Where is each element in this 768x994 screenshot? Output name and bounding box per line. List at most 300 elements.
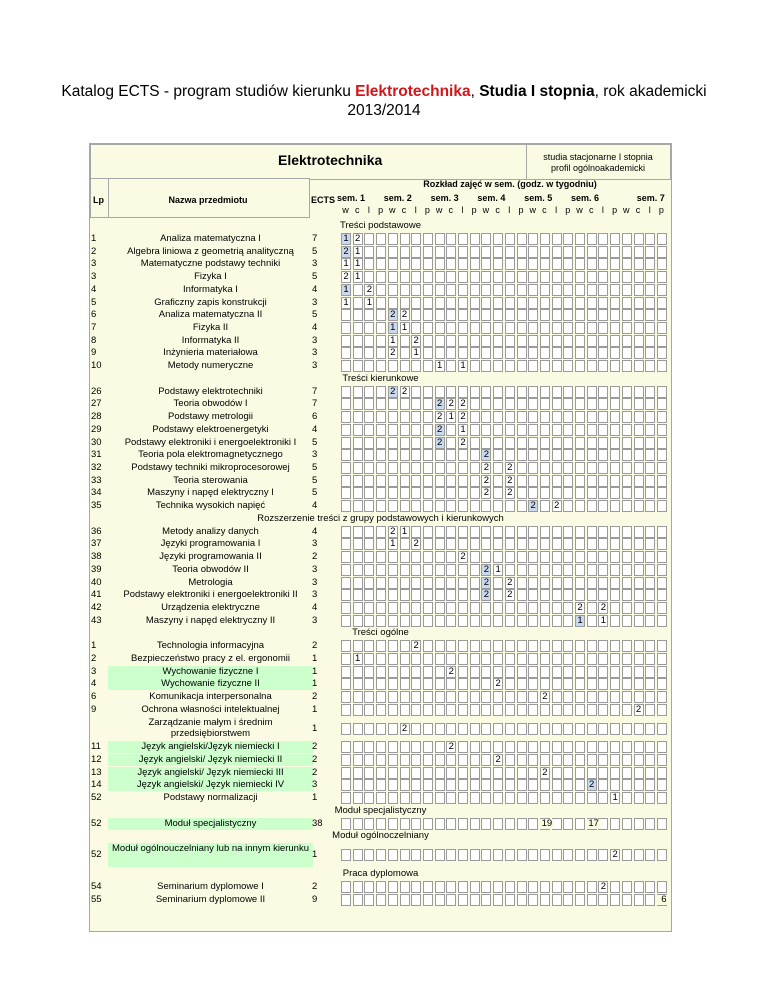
hour-cell <box>645 551 655 563</box>
hour-cell <box>400 615 410 627</box>
hour-cell <box>587 500 597 512</box>
hour-cell <box>470 741 480 753</box>
hour-cell <box>411 894 421 906</box>
hour-cell: 1 <box>364 297 374 309</box>
hour-cell <box>587 526 597 538</box>
hour-cell: 2 <box>575 602 585 614</box>
hour-cell <box>622 437 632 449</box>
hour-cell <box>423 779 433 791</box>
hour-cell <box>598 723 608 735</box>
hour-cell <box>388 818 398 830</box>
hour-cell <box>610 233 620 245</box>
hour-cell <box>528 398 538 410</box>
hour-cell <box>364 640 374 652</box>
hour-cell: 2 <box>388 386 398 398</box>
hour-cell <box>411 564 421 576</box>
hour-cell <box>517 526 527 538</box>
hour-cell <box>563 284 573 296</box>
ects-value: 5 <box>312 474 318 486</box>
hour-total: 17 <box>588 817 599 829</box>
hour-cell <box>435 386 445 398</box>
hour-cell <box>517 564 527 576</box>
hour-cell <box>470 398 480 410</box>
hour-cell <box>353 449 363 461</box>
hour-cell <box>610 309 620 321</box>
hour-cell <box>470 437 480 449</box>
hour-cell <box>645 386 655 398</box>
hour-cell <box>657 640 667 652</box>
hour-cell <box>505 246 515 258</box>
hour-cell <box>411 881 421 893</box>
hour-cell <box>563 666 573 678</box>
hour-cell <box>423 462 433 474</box>
row-number: 42 <box>91 601 102 613</box>
hour-cell <box>423 487 433 499</box>
subject-name: Maszyny i napęd elektryczny I <box>147 487 274 499</box>
hour-cell <box>634 449 644 461</box>
hour-cell <box>458 666 468 678</box>
hour-cell <box>411 615 421 627</box>
hour-cell <box>645 424 655 436</box>
row-number: 52 <box>91 817 102 829</box>
hour-cell <box>563 741 573 753</box>
study-profile: profil ogólnoakademicki <box>550 163 646 173</box>
hour-cell <box>587 487 597 499</box>
hour-cell <box>563 500 573 512</box>
hour-cell <box>411 704 421 716</box>
hour-cell: 2 <box>435 398 445 410</box>
hour-cell <box>353 849 363 861</box>
hour-cell <box>610 589 620 601</box>
hour-cell <box>388 437 398 449</box>
table-row <box>90 894 671 906</box>
ects-value: 5 <box>312 245 318 257</box>
hour-cell <box>481 691 491 703</box>
hour-cell <box>388 849 398 861</box>
row-number: 2 <box>91 245 97 257</box>
hour-cell <box>540 779 550 791</box>
hour-cell <box>341 411 351 423</box>
table-row <box>90 246 671 258</box>
hour-cell <box>353 704 363 716</box>
hour-cell <box>353 564 363 576</box>
class-type-9: c <box>448 205 454 215</box>
hour-cell <box>610 767 620 779</box>
hour-cell <box>540 284 550 296</box>
hour-cell <box>458 723 468 735</box>
hour-cell <box>470 818 480 830</box>
hour-cell <box>540 309 550 321</box>
hour-cell <box>528 723 538 735</box>
hour-cell <box>587 589 597 601</box>
hour-cell <box>458 577 468 589</box>
table-row <box>90 462 671 474</box>
hour-cell <box>435 849 445 861</box>
hour-cell <box>528 792 538 804</box>
hour-cell <box>598 741 608 753</box>
hour-cell <box>622 233 632 245</box>
hour-cell <box>657 564 667 576</box>
hour-cell <box>634 792 644 804</box>
hour-cell <box>517 589 527 601</box>
hour-cell <box>400 767 410 779</box>
hour-cell <box>388 577 398 589</box>
ects-value: 3 <box>312 614 318 626</box>
hour-cell <box>657 424 667 436</box>
class-type-0: w <box>342 205 349 215</box>
hour-cell <box>598 297 608 309</box>
subject-name: Podstawy elektroenergetyki <box>152 423 269 435</box>
hour-cell: 1 <box>400 322 410 334</box>
hour-cell <box>400 818 410 830</box>
hour-cell <box>622 347 632 359</box>
hour-cell <box>517 360 527 372</box>
hour-cell <box>528 881 538 893</box>
hour-cell <box>634 462 644 474</box>
hour-cell <box>528 691 538 703</box>
hour-cell: 1 <box>341 284 351 296</box>
hour-cell <box>376 602 386 614</box>
hour-cell <box>505 309 515 321</box>
hour-cell <box>657 602 667 614</box>
hour-cell <box>598 411 608 423</box>
hour-cell <box>575 767 585 779</box>
hour-cell: 1 <box>353 246 363 258</box>
hour-cell <box>645 449 655 461</box>
hour-cell <box>446 449 456 461</box>
hour-cell <box>400 475 410 487</box>
hour-cell <box>353 487 363 499</box>
hour-cell <box>364 754 374 766</box>
hour-cell <box>446 246 456 258</box>
hour-cell <box>563 779 573 791</box>
hour-cell <box>423 347 433 359</box>
hour-cell <box>598 398 608 410</box>
hour-cell <box>493 500 503 512</box>
hour-cell <box>657 779 667 791</box>
hour-cell: 2 <box>435 411 445 423</box>
hour-cell <box>540 437 550 449</box>
hour-cell <box>517 577 527 589</box>
hour-cell <box>446 284 456 296</box>
hour-cell <box>552 792 562 804</box>
hour-cell <box>411 678 421 690</box>
hour-cell <box>481 258 491 270</box>
hour-cell <box>610 602 620 614</box>
hour-cell <box>517 640 527 652</box>
hour-cell <box>388 246 398 258</box>
hour-cell <box>435 347 445 359</box>
hour-cell <box>364 475 374 487</box>
hour-cell <box>540 449 550 461</box>
hour-cell <box>364 538 374 550</box>
hour-cell <box>423 411 433 423</box>
hour-cell <box>563 849 573 861</box>
hour-cell <box>470 526 480 538</box>
hour-cell <box>505 526 515 538</box>
hour-cell <box>376 500 386 512</box>
hour-cell <box>435 640 445 652</box>
hour-cell <box>364 258 374 270</box>
hour-cell <box>598 526 608 538</box>
hour-cell <box>423 589 433 601</box>
hour-cell <box>598 767 608 779</box>
hour-cell <box>376 653 386 665</box>
hour-cell <box>528 551 538 563</box>
hour-cell <box>622 615 632 627</box>
hour-cell <box>552 723 562 735</box>
title-field: Elektrotechnika <box>355 83 471 100</box>
hour-cell <box>435 779 445 791</box>
hour-cell <box>400 754 410 766</box>
hour-cell <box>458 767 468 779</box>
hour-cell: 2 <box>528 500 538 512</box>
hour-cell <box>517 704 527 716</box>
hour-cell <box>423 271 433 283</box>
hour-cell <box>657 297 667 309</box>
hour-cell <box>575 233 585 245</box>
row-number: 26 <box>91 385 102 397</box>
hour-cell <box>458 258 468 270</box>
hour-cell: 1 <box>341 233 351 245</box>
hour-cell <box>517 437 527 449</box>
hour-cell <box>657 462 667 474</box>
hour-cell <box>458 335 468 347</box>
hour-cell <box>645 792 655 804</box>
hour-cell <box>587 640 597 652</box>
table-heading: Elektrotechnika <box>278 152 383 168</box>
hour-cell <box>505 347 515 359</box>
hour-cell <box>540 398 550 410</box>
hour-cell <box>645 849 655 861</box>
hour-cell: 2 <box>481 449 491 461</box>
hour-cell <box>400 691 410 703</box>
hour-cell <box>435 577 445 589</box>
hour-cell <box>563 564 573 576</box>
hour-cell <box>552 615 562 627</box>
hour-cell <box>645 475 655 487</box>
hour-cell <box>598 691 608 703</box>
hour-cell <box>470 653 480 665</box>
subject-name: Metody analizy danych <box>162 525 259 537</box>
hour-cell <box>563 894 573 906</box>
hour-cell <box>423 500 433 512</box>
hour-cell <box>493 437 503 449</box>
hour-cell <box>610 462 620 474</box>
hour-cell <box>610 723 620 735</box>
hour-cell <box>622 424 632 436</box>
row-number: 8 <box>91 334 97 346</box>
table-row <box>90 564 671 576</box>
hour-cell <box>528 233 538 245</box>
row-number: 10 <box>91 360 102 371</box>
hour-cell <box>540 678 550 690</box>
hour-cell <box>563 678 573 690</box>
hour-cell <box>645 818 655 830</box>
hour-cell <box>353 691 363 703</box>
subject-name: Języki programowania I <box>160 538 261 550</box>
hour-cell <box>598 551 608 563</box>
hour-cell <box>435 487 445 499</box>
hour-cell <box>423 246 433 258</box>
hour-cell <box>575 309 585 321</box>
table-row <box>90 792 671 804</box>
hour-cell <box>470 271 480 283</box>
hour-cell <box>610 666 620 678</box>
hour-cell <box>470 500 480 512</box>
hour-cell <box>376 475 386 487</box>
hour-cell <box>493 691 503 703</box>
hour-cell <box>563 538 573 550</box>
table-row <box>90 386 671 398</box>
hour-cell <box>364 551 374 563</box>
hour-cell <box>353 462 363 474</box>
hour-cell <box>446 233 456 245</box>
hour-cell <box>598 335 608 347</box>
ects-value: 4 <box>312 525 318 537</box>
hour-cell <box>446 678 456 690</box>
hour-cell <box>376 666 386 678</box>
hour-cell <box>493 640 503 652</box>
ects-value: 2 <box>312 551 318 563</box>
hour-cell <box>376 347 386 359</box>
hour-cell <box>493 881 503 893</box>
hour-cell <box>505 398 515 410</box>
hour-cell <box>400 589 410 601</box>
ects-value: 3 <box>312 258 318 270</box>
row-number: 2 <box>91 653 97 664</box>
hour-cell <box>376 741 386 753</box>
hour-cell <box>423 666 433 678</box>
class-type-10: l <box>461 205 464 215</box>
hour-cell <box>458 704 468 716</box>
hour-cell <box>481 271 491 283</box>
hour-cell <box>458 487 468 499</box>
hour-cell <box>517 779 527 791</box>
row-number: 40 <box>91 576 102 588</box>
hour-cell <box>528 564 538 576</box>
hour-cell <box>505 551 515 563</box>
hour-cell: 2 <box>388 526 398 538</box>
hour-cell <box>528 640 538 652</box>
hour-cell <box>552 411 562 423</box>
section-title: Moduł specjalistyczny <box>334 804 427 816</box>
hour-cell <box>563 322 573 334</box>
hour-cell: 2 <box>341 271 351 283</box>
hour-cell <box>552 360 562 372</box>
hour-cell <box>376 386 386 398</box>
hour-cell <box>552 881 562 893</box>
hour-cell <box>446 437 456 449</box>
hour-cell <box>552 347 562 359</box>
hour-cell <box>517 881 527 893</box>
hour-cell <box>435 475 445 487</box>
hour-cell <box>400 462 410 474</box>
hour-cell <box>458 564 468 576</box>
hour-cell <box>563 767 573 779</box>
subject-name: Informatyka I <box>183 283 238 295</box>
row-number: 30 <box>91 436 102 448</box>
hour-cell <box>376 398 386 410</box>
schedule-header: Rozkład zajęć w sem. (godz. w tygodniu) <box>423 179 597 189</box>
hour-cell <box>587 475 597 487</box>
hour-cell <box>376 691 386 703</box>
semester-3: sem. 3 <box>430 193 459 203</box>
hour-cell <box>376 894 386 906</box>
hour-cell <box>645 881 655 893</box>
class-type-3: p <box>378 205 384 215</box>
ects-value: 3 <box>312 576 318 588</box>
hour-cell <box>610 691 620 703</box>
hour-cell <box>610 284 620 296</box>
hour-cell <box>575 500 585 512</box>
hour-cell <box>528 449 538 461</box>
hour-cell <box>353 538 363 550</box>
table-row <box>90 653 671 665</box>
hour-cell <box>446 691 456 703</box>
hour-cell <box>388 487 398 499</box>
hour-cell <box>587 767 597 779</box>
hour-cell <box>598 564 608 576</box>
hour-cell <box>400 398 410 410</box>
hour-cell <box>446 322 456 334</box>
ects-value: 2 <box>312 766 318 778</box>
table-row <box>90 615 671 627</box>
hour-cell <box>376 767 386 779</box>
hour-cell <box>634 475 644 487</box>
table-row <box>90 335 671 347</box>
class-type-18: l <box>555 205 558 215</box>
hour-cell <box>622 398 632 410</box>
subject-name: Podstawy normalizacji <box>163 791 258 803</box>
hour-cell <box>634 881 644 893</box>
hour-cell <box>575 754 585 766</box>
hour-cell <box>411 723 421 735</box>
hour-cell <box>423 398 433 410</box>
hour-cell: 1 <box>341 258 351 270</box>
hour-cell <box>446 881 456 893</box>
hour-cell <box>376 246 386 258</box>
hour-cell <box>341 704 351 716</box>
hour-cell <box>563 723 573 735</box>
hour-cell <box>435 538 445 550</box>
hour-cell <box>353 767 363 779</box>
hour-cell <box>458 538 468 550</box>
subject-name: Analiza matematyczna II <box>158 309 263 321</box>
hour-cell <box>423 723 433 735</box>
hour-cell <box>528 653 538 665</box>
hour-cell <box>493 347 503 359</box>
hour-cell <box>575 666 585 678</box>
hour-cell <box>645 538 655 550</box>
class-type-6: l <box>414 205 417 215</box>
hour-cell <box>575 741 585 753</box>
hour-cell <box>563 792 573 804</box>
hour-cell <box>400 704 410 716</box>
hour-cell <box>598 475 608 487</box>
hour-cell <box>388 653 398 665</box>
class-type-23: p <box>612 205 618 215</box>
hour-cell <box>563 653 573 665</box>
hour-cell <box>610 271 620 283</box>
title-separator: , <box>470 83 480 100</box>
hour-cell <box>493 335 503 347</box>
hour-cell <box>411 551 421 563</box>
hour-cell <box>400 335 410 347</box>
title-suffix: , rok akademicki 2013/2014 <box>347 83 707 119</box>
hour-cell <box>622 564 632 576</box>
hour-cell <box>493 792 503 804</box>
